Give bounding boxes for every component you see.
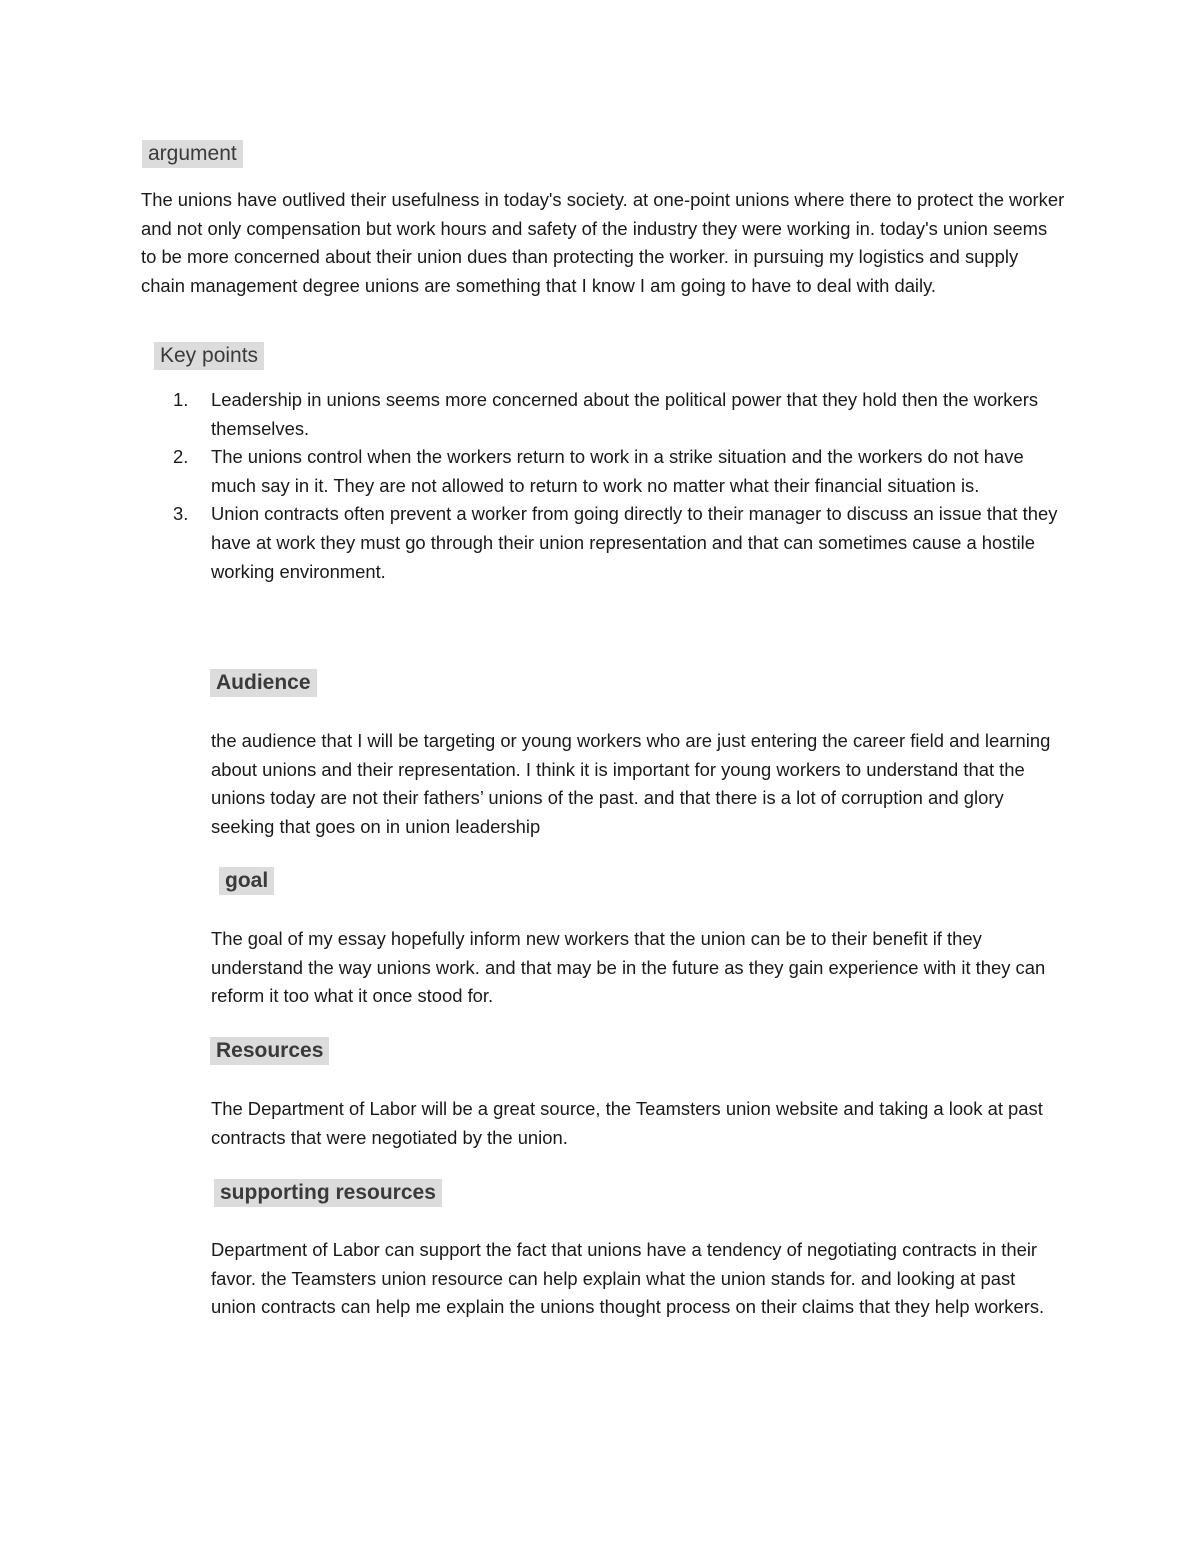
list-item-number: 1.: [173, 389, 189, 410]
heading-argument: argument: [142, 140, 243, 168]
paragraph-argument: The unions have outlived their usefulness in today's society. at one-point unions where there to protect the worker and not only compensation but work hours and safety of the industry they were working in. today's union seems to be more concerned about their union dues than protecting the worker. in pursuing my logistics and supply chain management degree unions are something that I know I am going to have to deal with daily.: [141, 189, 1065, 296]
list-item-text: The unions control when the workers return to work in a strike situation and the workers do not have much say in it. They are not allowed to return to work no matter what their financial situation is.: [211, 446, 1024, 496]
list-item-text: Union contracts often prevent a worker from going directly to their manager to discuss an issue that they have at work they must go through their union representation and that can sometimes cause a hostile working environment.: [211, 503, 1058, 582]
list-item-number: 3.: [173, 503, 189, 525]
paragraph-goal: The goal of my essay hopefully inform new workers that the union can be to their benefit if they understand the way unions work. and that may be in the future as they gain experience with it they can reform it too what it once stood for.: [211, 928, 1046, 1007]
heading-supporting-resources: supporting resources: [214, 1179, 442, 1207]
heading-key-points: Key points: [154, 342, 264, 370]
list-item: [173, 386, 1063, 443]
heading-resources: Resources: [210, 1037, 329, 1065]
list-item: [173, 500, 1063, 586]
list-item-number: 2.: [173, 446, 189, 468]
paragraph-resources: The Department of Labor will be a great source, the Teamsters union website and taking a look at past contracts that were negotiated by the union.: [211, 1098, 1043, 1148]
heading-goal: goal: [219, 867, 274, 895]
key-points-list: [173, 386, 1063, 586]
list-item: [173, 443, 1063, 500]
paragraph-supporting-resources: Department of Labor can support the fact that unions have a tendency of negotiating contracts in their favor. the Teamsters union resource can help explain what the union stands for. and looking at past union contracts can help me explain the unions thought process on their claims that they help workers.: [211, 1239, 1045, 1318]
heading-audience: Audience: [210, 669, 317, 697]
list-item-text: Leadership in unions seems more concerned about the political power that they hold then the workers themselves.: [211, 389, 1039, 439]
paragraph-audience: the audience that I will be targeting or young workers who are just entering the career field and learning about unions and their representation. I think it is important for young workers to understand that the unions today are not their fathers’ unions of the past. and that there is a lot of corruption and glory seeking that goes on in union leadership: [211, 730, 1051, 837]
